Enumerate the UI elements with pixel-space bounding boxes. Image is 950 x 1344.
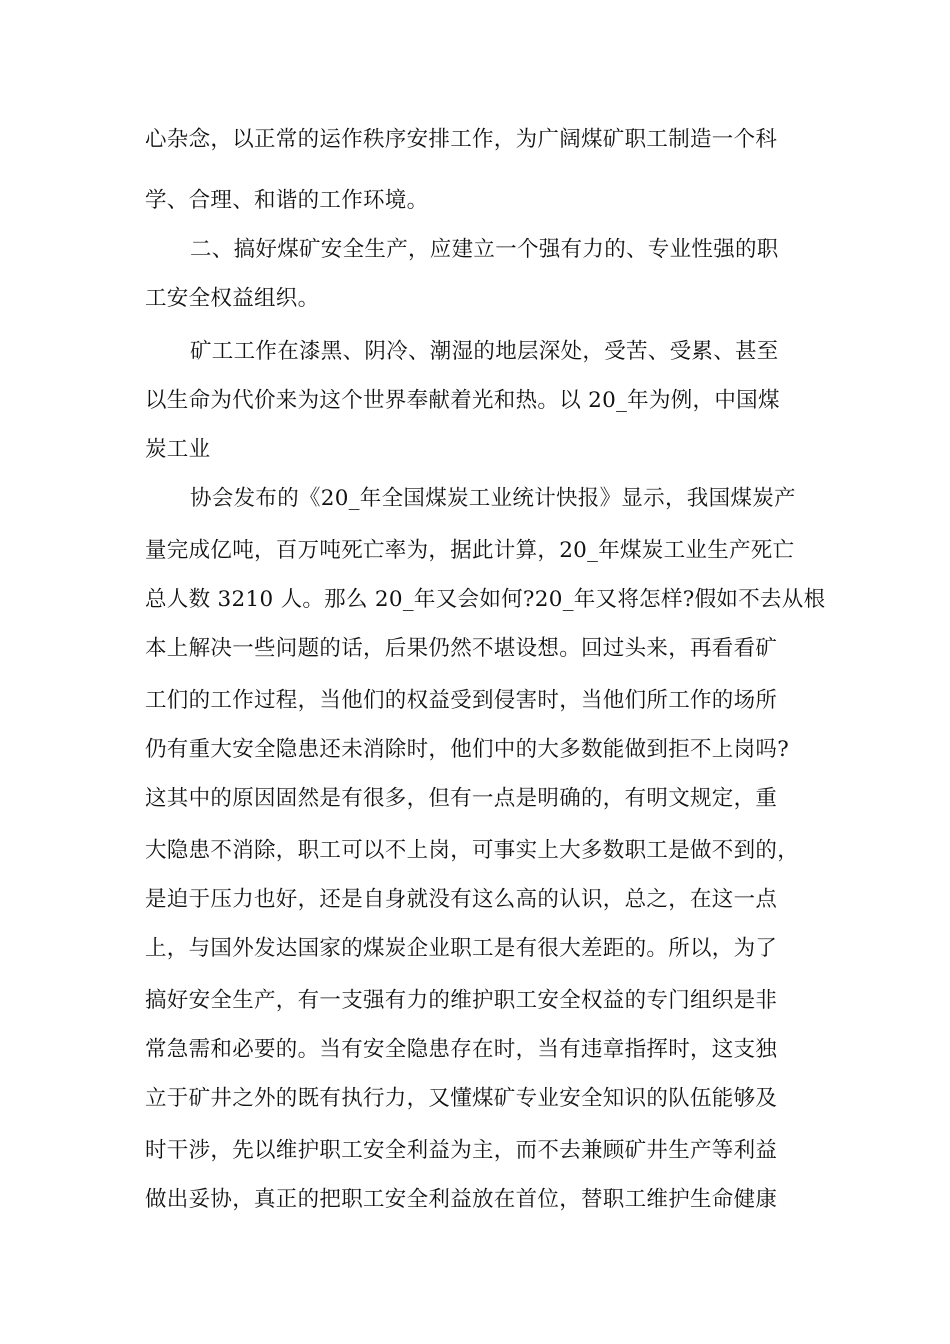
text-line: 立于矿井之外的既有执行力，又懂煤矿专业安全知识的队伍能够及: [145, 1086, 778, 1111]
text-line: 工们的工作过程，当他们的权益受到侵害时，当他们所工作的场所: [145, 688, 778, 713]
text-line: 总人数 3210 人。那么 20_年又会如何?20_年又将怎样?假如不去从根: [145, 587, 826, 612]
text-line: 学、合理、和谐的工作环境。: [145, 188, 429, 213]
text-line: 量完成亿吨，百万吨死亡率为，据此计算，20_年煤炭工业生产死亡: [145, 538, 795, 563]
text-line: 二、搞好煤矿安全生产，应建立一个强有力的、专业性强的职: [190, 237, 779, 262]
text-line: 工安全权益组织。: [145, 286, 320, 311]
text-line: 是迫于压力也好，还是自身就没有这么高的认识，总之，在这一点: [145, 887, 778, 912]
text-line: 搞好安全生产，有一支强有力的维护职工安全权益的专门组织是非: [145, 988, 778, 1013]
text-line: 矿工工作在漆黑、阴冷、潮湿的地层深处，受苦、受累、甚至: [190, 339, 779, 364]
text-line: 这其中的原因固然是有很多，但有一点是明确的，有明文规定，重: [145, 786, 778, 811]
text-line: 协会发布的《20_年全国煤炭工业统计快报》显示，我国煤炭产: [190, 486, 796, 511]
text-line: 本上解决一些问题的话，后果仍然不堪设想。回过头来，再看看矿: [145, 636, 778, 661]
text-line: 以生命为代价来为这个世界奉献着光和热。以 20_年为例，中国煤: [145, 388, 780, 413]
text-line: 时干涉，先以维护职工安全利益为主，而不去兼顾矿井生产等利益: [145, 1138, 778, 1163]
text-line: 心杂念，以正常的运作秩序安排工作，为广阔煤矿职工制造一个科: [145, 127, 778, 152]
text-line: 上，与国外发达国家的煤炭企业职工是有很大差距的。所以，为了: [145, 936, 778, 961]
text-line: 大隐患不消除，职工可以不上岗，可事实上大多数职工是做不到的，: [145, 838, 800, 863]
text-line: 炭工业: [145, 437, 211, 462]
text-line: 仍有重大安全隐患还未消除时，他们中的大多数能做到拒不上岗吗?: [145, 737, 790, 762]
text-line: 做出妥协，真正的把职工安全利益放在首位，替职工维护生命健康: [145, 1187, 778, 1212]
text-line: 常急需和必要的。当有安全隐患存在时，当有违章指挥时，这支独: [145, 1037, 778, 1062]
